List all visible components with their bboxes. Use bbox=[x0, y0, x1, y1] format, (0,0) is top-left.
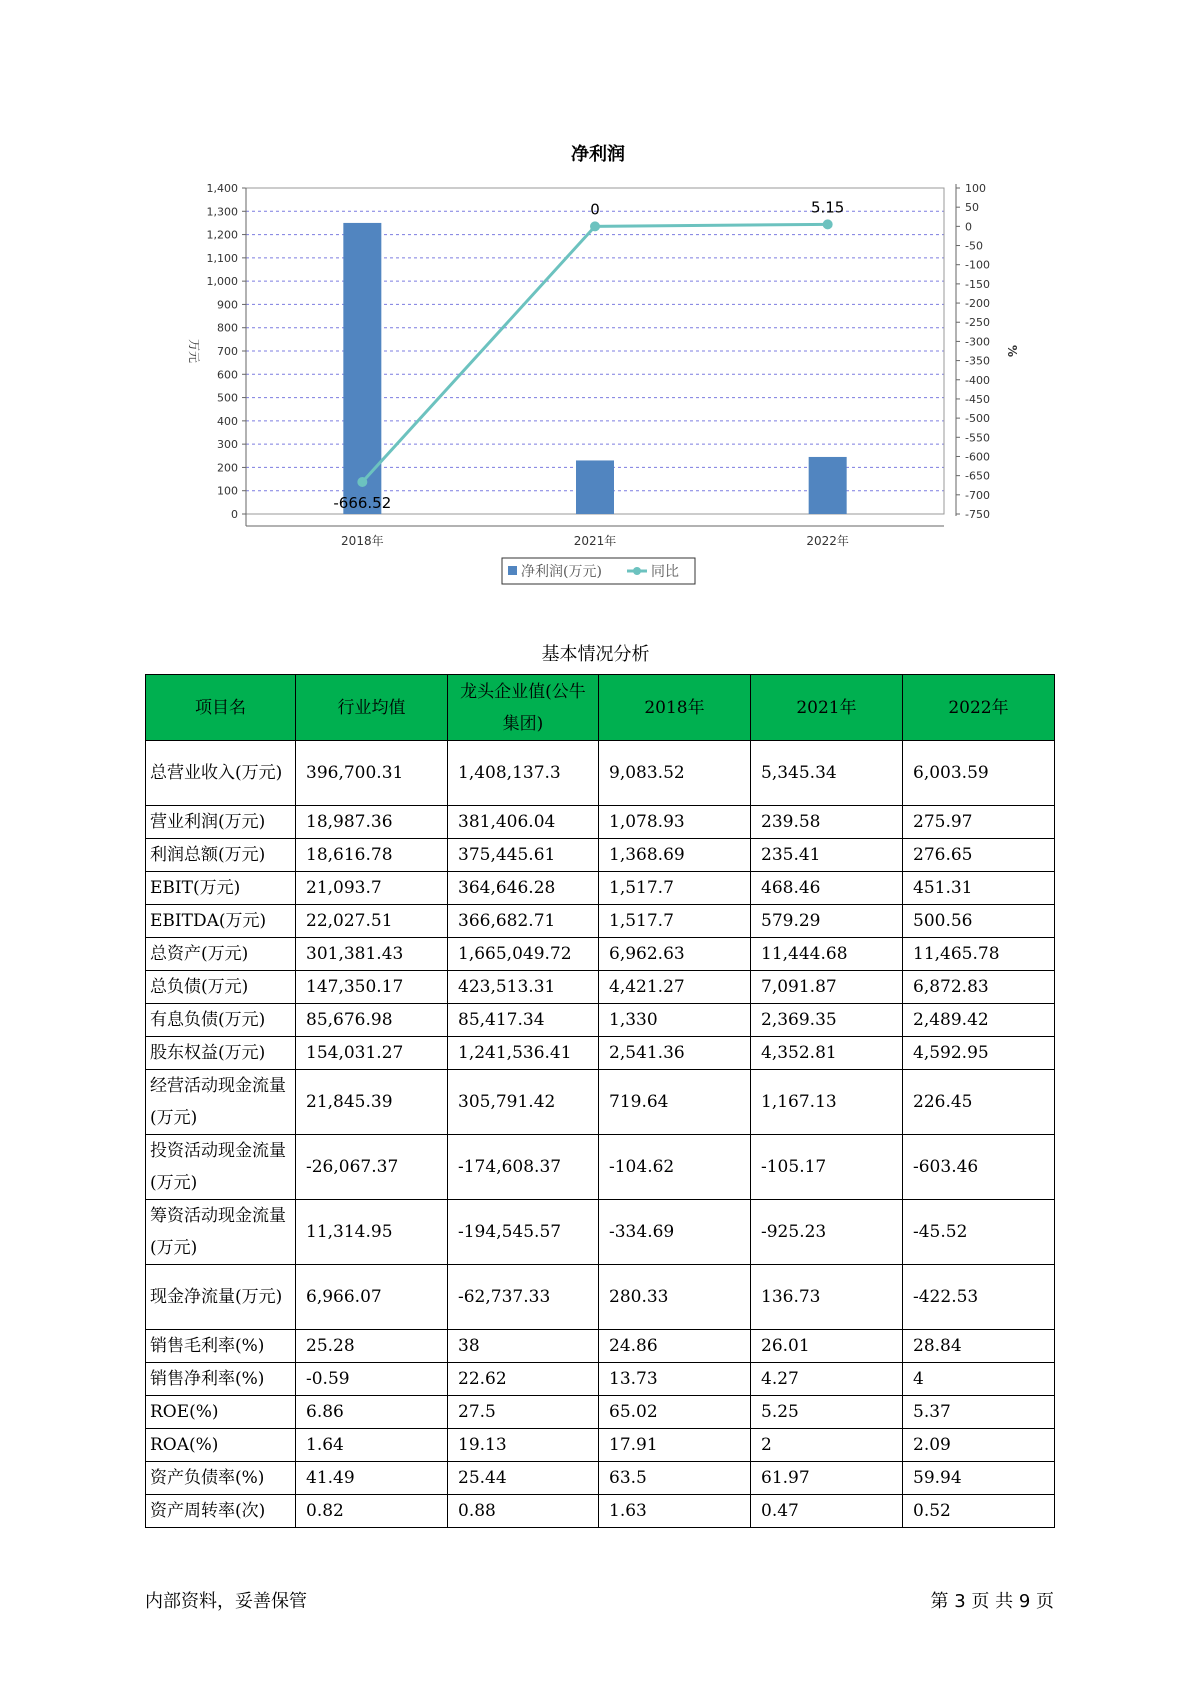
x-tick-label: 2021年 bbox=[573, 534, 617, 548]
x-tick-label: 2018年 bbox=[341, 534, 384, 548]
line-data-label: 0 bbox=[590, 200, 600, 219]
header-cell: 龙头企业值(公牛集团) bbox=[448, 675, 599, 741]
value-cell: 4,421.27 bbox=[599, 971, 751, 1004]
table-row bbox=[146, 1265, 1055, 1330]
row-label-cell: ROE(%) bbox=[146, 1396, 296, 1429]
value-cell: 24.86 bbox=[599, 1330, 751, 1363]
y-tick-label: 600 bbox=[217, 368, 238, 382]
value-cell: -105.17 bbox=[751, 1135, 903, 1200]
value-cell: 239.58 bbox=[751, 806, 903, 839]
value-cell: 6,966.07 bbox=[296, 1265, 448, 1330]
table-row bbox=[146, 938, 1055, 971]
value-cell: 396,700.31 bbox=[296, 741, 448, 806]
value-cell: 1,517.7 bbox=[599, 872, 751, 905]
value-cell: 226.45 bbox=[903, 1070, 1055, 1135]
value-cell: 27.5 bbox=[448, 1396, 599, 1429]
value-cell: 2,489.42 bbox=[903, 1004, 1055, 1037]
value-cell: 11,314.95 bbox=[296, 1200, 448, 1265]
y2-tick-label: -700 bbox=[965, 488, 990, 502]
y2-tick-label: -200 bbox=[965, 297, 990, 311]
table-row bbox=[146, 1429, 1055, 1462]
value-cell: 276.65 bbox=[903, 839, 1055, 872]
value-cell: 1,408,137.3 bbox=[448, 741, 599, 806]
chart-title: 净利润 bbox=[571, 144, 625, 165]
value-cell: 468.46 bbox=[751, 872, 903, 905]
y-tick-label: 800 bbox=[217, 321, 238, 335]
value-cell: 28.84 bbox=[903, 1330, 1055, 1363]
line-point bbox=[823, 219, 833, 229]
y-tick-label: 400 bbox=[217, 414, 238, 428]
basic-analysis-table bbox=[145, 674, 1055, 1528]
y2-tick-label: -600 bbox=[965, 450, 990, 464]
value-cell: 1,517.7 bbox=[599, 905, 751, 938]
value-cell: -104.62 bbox=[599, 1135, 751, 1200]
value-cell: 63.5 bbox=[599, 1462, 751, 1495]
value-cell: -0.59 bbox=[296, 1363, 448, 1396]
value-cell: 9,083.52 bbox=[599, 741, 751, 806]
value-cell: 375,445.61 bbox=[448, 839, 599, 872]
value-cell: 65.02 bbox=[599, 1396, 751, 1429]
y2-tick-label: 100 bbox=[965, 182, 986, 195]
y2-tick-label: -300 bbox=[965, 335, 990, 349]
value-cell: 25.44 bbox=[448, 1462, 599, 1495]
value-cell: 136.73 bbox=[751, 1265, 903, 1330]
value-cell: 85,417.34 bbox=[448, 1004, 599, 1037]
table-row bbox=[146, 1462, 1055, 1495]
value-cell: -925.23 bbox=[751, 1200, 903, 1265]
row-label-cell: 经营活动现金流量(万元) bbox=[146, 1070, 296, 1135]
table-row bbox=[146, 839, 1055, 872]
value-cell: 38 bbox=[448, 1330, 599, 1363]
footer-confidential-note: 内部资料，妥善保管 bbox=[145, 1591, 307, 1612]
line-data-label: 5.15 bbox=[810, 198, 845, 217]
y-tick-label: 200 bbox=[217, 461, 238, 475]
table-row bbox=[146, 1004, 1055, 1037]
value-cell: 7,091.87 bbox=[751, 971, 903, 1004]
value-cell: 4,352.81 bbox=[751, 1037, 903, 1070]
y2-tick-label: 50 bbox=[965, 201, 979, 215]
value-cell: 59.94 bbox=[903, 1462, 1055, 1495]
table-row bbox=[146, 1037, 1055, 1070]
y2-tick-label: -250 bbox=[965, 316, 990, 330]
y-tick-label: 0 bbox=[231, 508, 238, 521]
value-cell: 11,444.68 bbox=[751, 938, 903, 971]
y2-tick-label: 0 bbox=[965, 220, 972, 234]
row-label-cell: ROA(%) bbox=[146, 1429, 296, 1462]
y-tick-label: 1,400 bbox=[206, 182, 238, 195]
value-cell: 5.25 bbox=[751, 1396, 903, 1429]
value-cell: 0.47 bbox=[751, 1495, 903, 1528]
value-cell: 4 bbox=[903, 1363, 1055, 1396]
y-tick-label: 1,200 bbox=[206, 228, 238, 242]
value-cell: 1,078.93 bbox=[599, 806, 751, 839]
value-cell: 4,592.95 bbox=[903, 1037, 1055, 1070]
value-cell: 6,962.63 bbox=[599, 938, 751, 971]
value-cell: -45.52 bbox=[903, 1200, 1055, 1265]
value-cell: 21,845.39 bbox=[296, 1070, 448, 1135]
value-cell: 85,676.98 bbox=[296, 1004, 448, 1037]
value-cell: 2 bbox=[751, 1429, 903, 1462]
line-point bbox=[590, 221, 600, 231]
header-cell: 2018年 bbox=[599, 675, 751, 741]
value-cell: 1,330 bbox=[599, 1004, 751, 1037]
value-cell: -194,545.57 bbox=[448, 1200, 599, 1265]
value-cell: 11,465.78 bbox=[903, 938, 1055, 971]
value-cell: 366,682.71 bbox=[448, 905, 599, 938]
table-row bbox=[146, 741, 1055, 806]
value-cell: 6,872.83 bbox=[903, 971, 1055, 1004]
value-cell: 451.31 bbox=[903, 872, 1055, 905]
header-cell: 行业均值 bbox=[296, 675, 448, 741]
value-cell: 4.27 bbox=[751, 1363, 903, 1396]
value-cell: 579.29 bbox=[751, 905, 903, 938]
value-cell: 1,241,536.41 bbox=[448, 1037, 599, 1070]
value-cell: 235.41 bbox=[751, 839, 903, 872]
y2-tick-label: -750 bbox=[965, 508, 990, 521]
value-cell: 19.13 bbox=[448, 1429, 599, 1462]
y2-tick-label: -350 bbox=[965, 354, 990, 368]
header-cell: 项目名 bbox=[146, 675, 296, 741]
value-cell: 1.64 bbox=[296, 1429, 448, 1462]
value-cell: 21,093.7 bbox=[296, 872, 448, 905]
value-cell: 0.82 bbox=[296, 1495, 448, 1528]
value-cell: 0.88 bbox=[448, 1495, 599, 1528]
y2-tick-label: -50 bbox=[965, 239, 983, 253]
y2-tick-label: -100 bbox=[965, 258, 990, 272]
value-cell: 61.97 bbox=[751, 1462, 903, 1495]
legend-label-yoy: 同比 bbox=[651, 564, 679, 580]
table-row bbox=[146, 1363, 1055, 1396]
line-point bbox=[357, 477, 367, 487]
value-cell: 381,406.04 bbox=[448, 806, 599, 839]
y-tick-label: 1,100 bbox=[206, 251, 238, 265]
value-cell: 1.63 bbox=[599, 1495, 751, 1528]
value-cell: 500.56 bbox=[903, 905, 1055, 938]
x-tick-label: 2022年 bbox=[806, 534, 849, 548]
value-cell: 18,987.36 bbox=[296, 806, 448, 839]
row-label-cell: 现金净流量(万元) bbox=[146, 1265, 296, 1330]
y2-tick-label: -400 bbox=[965, 373, 990, 387]
y-tick-label: 1,000 bbox=[206, 275, 238, 289]
bar bbox=[343, 223, 381, 514]
y-tick-label: 300 bbox=[217, 438, 238, 452]
row-label-cell: 筹资活动现金流量(万元) bbox=[146, 1200, 296, 1265]
row-label-cell: 总营业收入(万元) bbox=[146, 741, 296, 806]
y2-tick-label: -550 bbox=[965, 431, 990, 445]
table-row bbox=[146, 872, 1055, 905]
row-label-cell: 销售毛利率(%) bbox=[146, 1330, 296, 1363]
value-cell: 280.33 bbox=[599, 1265, 751, 1330]
table-row bbox=[146, 806, 1055, 839]
table-row bbox=[146, 1396, 1055, 1429]
row-label-cell: 有息负债(万元) bbox=[146, 1004, 296, 1037]
value-cell: 275.97 bbox=[903, 806, 1055, 839]
row-label-cell: 投资活动现金流量(万元) bbox=[146, 1135, 296, 1200]
value-cell: -422.53 bbox=[903, 1265, 1055, 1330]
y2-tick-label: -450 bbox=[965, 392, 990, 406]
value-cell: 6.86 bbox=[296, 1396, 448, 1429]
value-cell: 0.52 bbox=[903, 1495, 1055, 1528]
value-cell: 305,791.42 bbox=[448, 1070, 599, 1135]
value-cell: -174,608.37 bbox=[448, 1135, 599, 1200]
value-cell: 26.01 bbox=[751, 1330, 903, 1363]
row-label-cell: EBIT(万元) bbox=[146, 872, 296, 905]
value-cell: 6,003.59 bbox=[903, 741, 1055, 806]
value-cell: 1,368.69 bbox=[599, 839, 751, 872]
value-cell: -334.69 bbox=[599, 1200, 751, 1265]
y-tick-label: 900 bbox=[217, 298, 238, 312]
value-cell: -26,067.37 bbox=[296, 1135, 448, 1200]
table-row bbox=[146, 1070, 1055, 1135]
header-cell: 2022年 bbox=[903, 675, 1055, 741]
y-tick-label: 100 bbox=[217, 484, 238, 498]
row-label-cell: 销售净利率(%) bbox=[146, 1363, 296, 1396]
row-label-cell: 资产周转率(次) bbox=[146, 1495, 296, 1528]
table-row bbox=[146, 1495, 1055, 1528]
y-tick-label: 1,300 bbox=[206, 205, 238, 219]
value-cell: 5,345.34 bbox=[751, 741, 903, 806]
footer-page-number: 第 3 页 共 9 页 bbox=[930, 1591, 1054, 1612]
table-row bbox=[146, 1200, 1055, 1265]
y2-axis-title: % bbox=[1005, 344, 1019, 358]
y-axis-title: 万元 bbox=[187, 338, 201, 364]
row-label-cell: EBITDA(万元) bbox=[146, 905, 296, 938]
value-cell: 423,513.31 bbox=[448, 971, 599, 1004]
bar bbox=[809, 457, 847, 514]
y2-tick-label: -650 bbox=[965, 469, 990, 483]
table-row bbox=[146, 1330, 1055, 1363]
value-cell: 364,646.28 bbox=[448, 872, 599, 905]
row-label-cell: 营业利润(万元) bbox=[146, 806, 296, 839]
y-tick-label: 500 bbox=[217, 391, 238, 405]
value-cell: 1,665,049.72 bbox=[448, 938, 599, 971]
table-row bbox=[146, 971, 1055, 1004]
value-cell: 22.62 bbox=[448, 1363, 599, 1396]
line-data-label: -666.52 bbox=[333, 493, 392, 512]
row-label-cell: 总负债(万元) bbox=[146, 971, 296, 1004]
legend-swatch-point bbox=[633, 567, 641, 575]
line-series bbox=[362, 224, 827, 482]
value-cell: 154,031.27 bbox=[296, 1037, 448, 1070]
bar bbox=[576, 460, 614, 514]
value-cell: 2,541.36 bbox=[599, 1037, 751, 1070]
value-cell: 301,381.43 bbox=[296, 938, 448, 971]
value-cell: 25.28 bbox=[296, 1330, 448, 1363]
legend-label-net-profit: 净利润(万元) bbox=[521, 564, 602, 580]
value-cell: 147,350.17 bbox=[296, 971, 448, 1004]
value-cell: 2,369.35 bbox=[751, 1004, 903, 1037]
row-label-cell: 股东权益(万元) bbox=[146, 1037, 296, 1070]
table-header-row bbox=[146, 675, 1055, 741]
row-label-cell: 总资产(万元) bbox=[146, 938, 296, 971]
value-cell: 1,167.13 bbox=[751, 1070, 903, 1135]
row-label-cell: 利润总额(万元) bbox=[146, 839, 296, 872]
y2-tick-label: -500 bbox=[965, 412, 990, 426]
y2-tick-label: -150 bbox=[965, 277, 990, 291]
value-cell: 22,027.51 bbox=[296, 905, 448, 938]
table-row bbox=[146, 1135, 1055, 1200]
legend-swatch-bar bbox=[508, 566, 517, 575]
value-cell: 5.37 bbox=[903, 1396, 1055, 1429]
header-cell: 2021年 bbox=[751, 675, 903, 741]
value-cell: 17.91 bbox=[599, 1429, 751, 1462]
row-label-cell: 资产负债率(%) bbox=[146, 1462, 296, 1495]
net-profit-chart bbox=[0, 0, 1191, 600]
value-cell: -603.46 bbox=[903, 1135, 1055, 1200]
value-cell: 18,616.78 bbox=[296, 839, 448, 872]
value-cell: 2.09 bbox=[903, 1429, 1055, 1462]
table-title: 基本情况分析 bbox=[541, 644, 650, 665]
y-tick-label: 700 bbox=[217, 345, 238, 358]
value-cell: 13.73 bbox=[599, 1363, 751, 1396]
value-cell: 719.64 bbox=[599, 1070, 751, 1135]
table-row bbox=[146, 905, 1055, 938]
value-cell: -62,737.33 bbox=[448, 1265, 599, 1330]
value-cell: 41.49 bbox=[296, 1462, 448, 1495]
